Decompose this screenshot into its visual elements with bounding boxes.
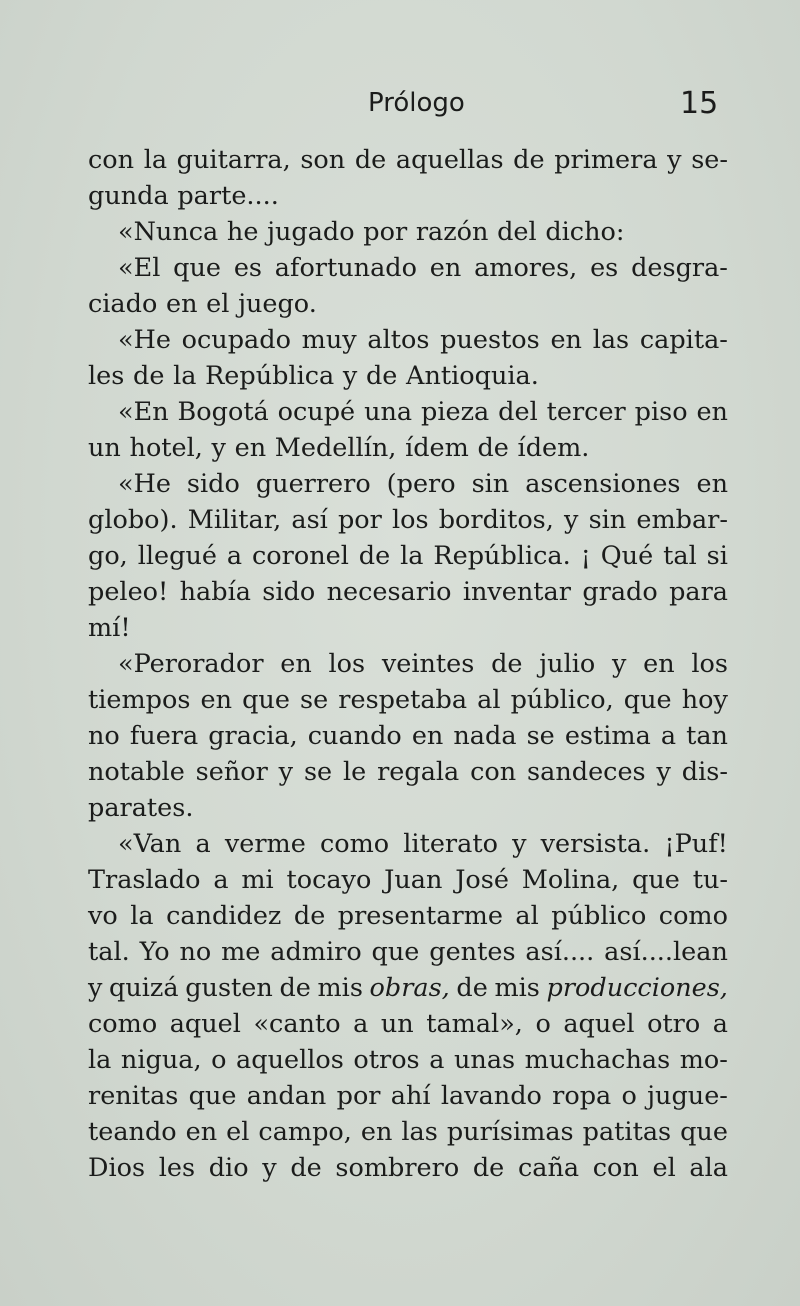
word: embar- [636, 505, 728, 535]
word: o [535, 1009, 551, 1039]
word: en [696, 469, 728, 499]
word: muchachas [524, 1045, 671, 1075]
word: de [365, 361, 398, 391]
word: «El [118, 253, 161, 283]
word: purísimas [446, 1117, 574, 1147]
word: tamal», [426, 1009, 523, 1039]
word: las [401, 1117, 438, 1147]
word: tercer [546, 397, 626, 427]
word: en [185, 1117, 218, 1147]
word: así [291, 505, 328, 535]
word: no [88, 721, 120, 751]
text-line [88, 1078, 728, 1114]
word: patitas [582, 1117, 672, 1147]
word: aquel [563, 1009, 635, 1039]
word: de [358, 541, 391, 571]
word: jugue- [647, 1081, 728, 1111]
word: con [592, 1153, 639, 1183]
word: a [660, 721, 677, 751]
text-line [88, 466, 728, 502]
word: globo). [88, 505, 178, 535]
word: se [300, 685, 329, 715]
word: que [371, 937, 420, 967]
text-line [88, 538, 728, 574]
word: a [226, 541, 243, 571]
word: ascensiones [525, 469, 681, 499]
word: una [364, 397, 413, 427]
word: regala [377, 757, 460, 787]
text-line [88, 1006, 728, 1042]
word: «canto [253, 1009, 341, 1039]
word: Bogotá [177, 397, 269, 427]
word: ídem. [517, 433, 590, 463]
word: tocayo [286, 865, 372, 895]
word: inventar [462, 577, 571, 607]
word: amores, [474, 253, 578, 283]
word: mí! [88, 613, 131, 643]
word: dis- [681, 757, 728, 787]
word: no [179, 937, 212, 967]
text-line [88, 178, 728, 214]
word: o [211, 1045, 227, 1075]
word: como [319, 829, 390, 859]
text-line [88, 754, 728, 790]
word: respetaba [338, 685, 468, 715]
word: borditos, [438, 505, 554, 535]
word: de [472, 1153, 505, 1183]
word: en [280, 649, 312, 679]
word: por [337, 505, 382, 535]
word: Dios [88, 1153, 146, 1183]
word: nada [453, 721, 517, 751]
word: julio [539, 649, 596, 679]
text-line [88, 214, 728, 250]
text-line [88, 322, 728, 358]
word: en [165, 289, 198, 319]
word: y [262, 1153, 277, 1183]
word: desgra- [631, 253, 728, 283]
word: estima [564, 721, 651, 751]
word: ahí [390, 1081, 431, 1111]
word: hotel, [129, 433, 203, 463]
word: tiempos [88, 685, 191, 715]
word: Medellín, [274, 433, 397, 463]
word: lavando [440, 1081, 542, 1111]
word: sin [588, 505, 627, 535]
word: y [667, 145, 682, 175]
text-line [88, 718, 728, 754]
word: pieza [421, 397, 490, 427]
word: sido [262, 577, 316, 607]
word: los [691, 649, 728, 679]
word: a [353, 1009, 369, 1039]
text-line [88, 1042, 728, 1078]
word: y [278, 757, 294, 787]
word: puestos [440, 325, 540, 355]
word: de [279, 973, 311, 1003]
word: en [550, 325, 582, 355]
word: se [526, 721, 555, 751]
word: en [643, 649, 675, 679]
word: les [88, 361, 125, 391]
word: y [211, 433, 226, 463]
word: cuando [307, 721, 402, 751]
word: un [88, 433, 121, 463]
word: en [696, 397, 728, 427]
word: de [290, 1153, 322, 1183]
word: el [226, 1117, 250, 1147]
word: sombrero [335, 1153, 460, 1183]
word: que [623, 685, 672, 715]
word: y [611, 649, 627, 679]
word: Qué [600, 541, 654, 571]
word: tan [686, 721, 728, 751]
text-line [88, 934, 728, 970]
word: es [590, 253, 619, 283]
word: le [342, 757, 367, 787]
text-line [88, 502, 728, 538]
word: si [706, 541, 728, 571]
word: altos [367, 325, 430, 355]
word: producciones, [546, 973, 728, 1003]
word: les [158, 1153, 196, 1183]
word: a [429, 1045, 445, 1075]
word: que [680, 1117, 728, 1147]
text-line [88, 682, 728, 718]
word: «Nunca [118, 217, 219, 247]
text-line [88, 826, 728, 862]
word: al [477, 685, 501, 715]
word: que [242, 685, 290, 715]
word: había [179, 577, 251, 607]
word: el [206, 289, 230, 319]
word: a [213, 865, 229, 895]
word: la [143, 145, 168, 175]
word: Molina, [521, 865, 620, 895]
word: mis [317, 973, 363, 1003]
word: es [233, 253, 262, 283]
word: los [328, 649, 366, 679]
word: Juan [384, 865, 443, 895]
word: andan [246, 1081, 327, 1111]
word: señor [195, 757, 268, 787]
word: go, [88, 541, 128, 571]
word: que [632, 865, 680, 895]
word: Yo [139, 937, 170, 967]
word: como [88, 1009, 158, 1039]
word: un [380, 1009, 414, 1039]
page-number: 15 [680, 86, 719, 121]
word: peleo! [88, 577, 169, 607]
word: se- [691, 145, 728, 175]
word: el [652, 1153, 676, 1183]
word: coronel [252, 541, 349, 571]
word: primera [554, 145, 658, 175]
word: aquel [169, 1009, 241, 1039]
word: la [130, 901, 154, 931]
word: afortunado [274, 253, 417, 283]
word: jugado [267, 217, 355, 247]
page-header [0, 84, 800, 124]
word: Antioquia. [406, 361, 539, 391]
word: en [411, 721, 444, 751]
word: obras, [369, 973, 450, 1003]
word: República. [433, 541, 571, 571]
word: en [360, 1117, 393, 1147]
text-line [88, 970, 728, 1006]
word: de [293, 901, 326, 931]
word: parates. [88, 793, 194, 823]
text-line [88, 862, 728, 898]
text-line [88, 610, 728, 646]
word: la [400, 541, 424, 571]
word: ala [689, 1153, 728, 1183]
body-text [88, 142, 728, 1186]
word: me [221, 937, 261, 967]
word: que [173, 253, 222, 283]
word: guerrero [255, 469, 371, 499]
word: presentarme [337, 901, 503, 931]
word: ídem [405, 433, 469, 463]
word: verme [224, 829, 306, 859]
word: ocupé [277, 397, 356, 427]
word: la [88, 1045, 112, 1075]
word: sin [471, 469, 510, 499]
word: de [456, 973, 488, 1003]
word: República [205, 361, 335, 391]
word: admiro [270, 937, 362, 967]
word: «He [118, 469, 171, 499]
word: piso [634, 397, 688, 427]
word: y [656, 757, 671, 787]
word: gentes [429, 937, 516, 967]
word: dio [208, 1153, 249, 1183]
word: la [173, 361, 197, 391]
word: por [336, 1081, 381, 1111]
word: así.... [525, 937, 595, 967]
word: fuera [129, 721, 199, 751]
word: literato [403, 829, 498, 859]
text-line [88, 358, 728, 394]
word: mo- [679, 1045, 728, 1075]
word: las [592, 325, 630, 355]
word: candidez [166, 901, 282, 931]
word: ocupado [181, 325, 291, 355]
word: «Perorador [118, 649, 264, 679]
word: Traslado [88, 865, 201, 895]
word: público, [510, 685, 614, 715]
text-line [88, 898, 728, 934]
word: otros [353, 1045, 420, 1075]
word: capita- [639, 325, 728, 355]
word: unas [453, 1045, 516, 1075]
word: vo [88, 901, 118, 931]
word: y [342, 361, 358, 391]
word: gunda [88, 181, 169, 211]
word: a [195, 829, 211, 859]
word: notable [88, 757, 185, 787]
word: de [354, 145, 387, 175]
word: llegué [137, 541, 217, 571]
word: gusten [185, 973, 273, 1003]
word: como [658, 901, 728, 931]
word: se [303, 757, 333, 787]
word: nigua, [120, 1045, 202, 1075]
word: juego. [238, 289, 317, 319]
word: versista. [540, 829, 651, 859]
word: ropa [552, 1081, 612, 1111]
word: para [669, 577, 728, 607]
word: tal. [88, 937, 130, 967]
word: público [551, 901, 647, 931]
word: grado [582, 577, 658, 607]
text-line [88, 1150, 728, 1186]
word: sandeces [527, 757, 646, 787]
word: «Van [118, 829, 182, 859]
word: Militar, [187, 505, 282, 535]
word: ciado [88, 289, 158, 319]
word: por [363, 217, 408, 247]
word: en [200, 685, 233, 715]
word: al [515, 901, 539, 931]
word: de [133, 361, 165, 391]
text-line [88, 286, 728, 322]
word: tal [663, 541, 697, 571]
word: teando [88, 1117, 177, 1147]
word: ¡ [580, 541, 591, 571]
word: en [429, 253, 462, 283]
text-line [88, 394, 728, 430]
text-line [88, 430, 728, 466]
word: «He [118, 325, 171, 355]
text-line [88, 646, 728, 682]
word: hoy [681, 685, 728, 715]
word: quizá [109, 973, 179, 1003]
word: que [188, 1081, 237, 1111]
word: o [621, 1081, 637, 1111]
word: aquellos [236, 1045, 344, 1075]
word: y [512, 829, 527, 859]
word: a [712, 1009, 728, 1039]
word: mi [241, 865, 274, 895]
text-line [88, 790, 728, 826]
text-line [88, 142, 728, 178]
word: «En [118, 397, 169, 427]
word: necesario [326, 577, 452, 607]
running-head: Prólogo [368, 88, 465, 118]
word: los [391, 505, 429, 535]
text-line [88, 1114, 728, 1150]
word: del [498, 397, 538, 427]
word: gracia, [208, 721, 298, 751]
word: de [513, 145, 545, 175]
word: y [564, 505, 579, 535]
word: tu- [692, 865, 728, 895]
text-line [88, 250, 728, 286]
word: con [88, 145, 135, 175]
word: de [491, 649, 523, 679]
word: renitas [88, 1081, 179, 1111]
word: aquellas [395, 145, 504, 175]
word: sido [186, 469, 240, 499]
word: José [455, 865, 509, 895]
word: guitarra, [176, 145, 291, 175]
word: veintes [381, 649, 475, 679]
word: en [234, 433, 267, 463]
word: he [226, 217, 259, 247]
word: razón [415, 217, 489, 247]
word: del [497, 217, 537, 247]
word: son [300, 145, 346, 175]
word: ¡Puf! [664, 829, 728, 859]
word: (pero [386, 469, 456, 499]
word: parte.... [177, 181, 279, 211]
word: muy [301, 325, 357, 355]
word: otro [647, 1009, 701, 1039]
text-line [88, 574, 728, 610]
word: así....lean [604, 937, 728, 967]
word: campo, [258, 1117, 352, 1147]
word: dicho: [545, 217, 625, 247]
word: mis [494, 973, 540, 1003]
word: y [88, 973, 103, 1003]
word: con [470, 757, 517, 787]
word: de [477, 433, 509, 463]
word: caña [517, 1153, 580, 1183]
